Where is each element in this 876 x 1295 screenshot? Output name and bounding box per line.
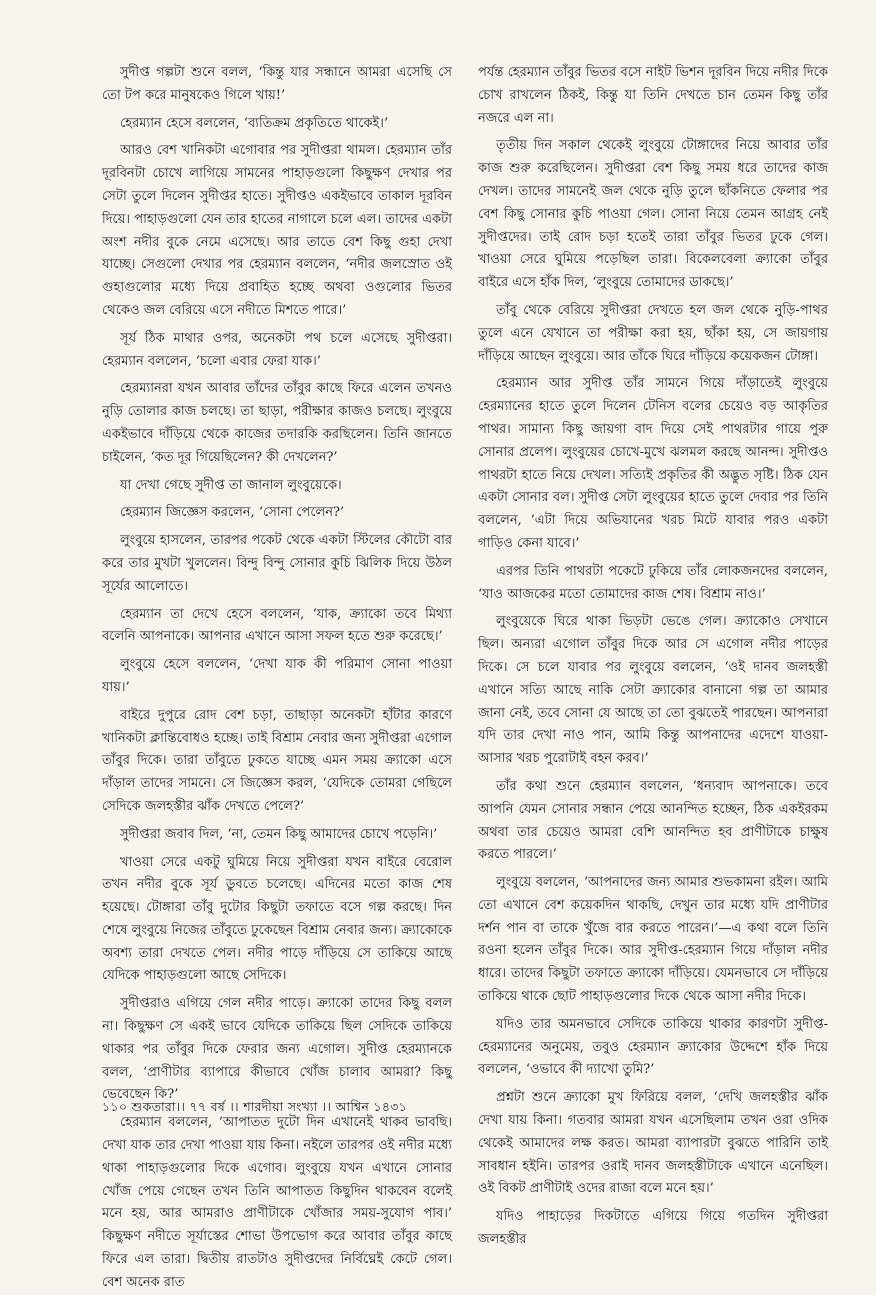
paragraph: আরও বেশ খানিকটা এগোবার পর সুদীপ্তরা থামল। হেরম্যান তাঁর দূরবিনটা চোখে লাগিয়ে সামনের পাহাড়গুলো কিছুক্ষণ দেখার পর সেটা তুলে দিলেন সুদীপ্তর হাতে। সুদীপ্তও একইভাবে তাকাল দূরবিন দিয়ে। পাহাড়গুলো যেন তার হাতের নাগালে চলে এল। তাদের একটা অংশ নদীর বুকে নেমে এসেছে। আর তাতে বেশ কিছু গুহা দেখা যাচ্ছে। সেগুলো দেখার পর হেরম্যান বললেন, ‘নদীর জলস্রোত ওই গুহাগুলোর মধ্যে দিয়ে প্রবাহিত হচ্ছে অথবা ওগুলোর ভিতর থেকেও জল বেরিয়ে এসে নদীতে মিশতে পারে।’: [102, 143, 452, 318]
paragraph: যদিও পাহাড়ের দিকটাতে এগিয়ে গিয়ে গতদিন সুদীপ্তরা জলহস্তীর: [478, 1209, 828, 1248]
paragraph: তাঁর কথা শুনে হেরম্যান বললেন, ‘ধন্যবাদ আপনাকে। তবে আপনি যেমন সোনার সন্ধান পেয়ে আনন্দিত হচ্ছেন, ঠিক একইরকম অথবা তার চেয়েও আমরা বেশি আনন্দিত হব প্রাণীটাকে চাক্ষুষ করতে পারলে।’: [478, 778, 828, 863]
paragraph: তাঁবু থেকে বেরিয়ে সুদীপ্তরা দেখতে হল জল থেকে নুড়ি-পাথর তুলে এনে যেখানে তা পরীক্ষা করা হয়, ছাঁকা হয়, সে জায়গায় দাঁড়িয়ে আছেন লুংবুয়ে। আর তাঁকে ঘিরে দাঁড়িয়ে কয়েকজন টোঙ্গা।: [478, 302, 828, 364]
paragraph: সুদীপ্তরা জবাব দিল, ‘না, তেমন কিছু আমাদের চোখে পড়েনি।’: [120, 826, 438, 842]
paragraph: হেরম্যান তা দেখে হেসে বললেন, ‘যাক, ক্র্যাকো তবে মিথ্যা বলেনি আপনাকে। আপনার এখানে আসা সফল হতে শুরু করেছে।’: [102, 606, 452, 645]
page-footer: ১১০ শুকতারা।। ৭৭ বর্ষ ।। শারদীয়া সংখ্যা ।। আশ্বিন ১৪৩১: [102, 1099, 408, 1114]
right-column: [478, 62, 828, 1248]
paragraph: সুদীপ্তরাও এগিয়ে গেল নদীর পাড়ে। ক্র্যাকো তাদের কিছু বলল না। কিছুক্ষণ সে একই ভাবে যেদিকে তাকিয়ে ছিল সেদিকে তাকিয়ে থাকার পর তাঁবুর দিকে ফেরার জন্য এগোল। সুদীপ্ত হেরম্যানকে বলল, ‘প্রাণীটার ব্যাপারে কীভাবে খোঁজ চালাব আমরা? কিছু ভেবেছেন কি?’: [102, 996, 452, 1103]
paragraph: পর্যন্ত হেরম্যান তাঁবুর ভিতর বসে নাইট ভিশন দূরবিন দিয়ে নদীর দিকে চোখ রাখলেন ঠিকই, কিন্তু যা তিনি দেখতে চান তেমন কিছু তাঁর নজরে এল না।: [478, 65, 828, 126]
paragraph: হেরম্যান আর সুদীপ্ত তাঁর সামনে গিয়ে দাঁড়াতেই লুংবুয়ে হেরম্যানের হাতে তুলে দিলেন টেনিস বলের চেয়েও বড় আকৃতির পাথর। সামান্য কিছু জায়গা বাদ দিয়ে সেই পাথরটার গায়ে পুরু সোনার প্রলেপ। লুংবুয়ের চোখে-মুখে ঝলমল করছে আনন্দ। সুদীপ্তও পাথরটা হাতে নিয়ে দেখল। সত্যিই প্রকৃতির কী অদ্ভুত সৃষ্টি। ঠিক যেন একটা সোনার বল। সুদীপ্ত সেটা লুংবুয়ের হাতে তুলে দেবার পর তিনি বললেন, ‘এটা দিয়ে অভিযানের খরচ মিটে যাবার পরও একটা গাড়িও কেনা যাবে।’: [478, 376, 828, 551]
paragraph: লুংবুয়ে বললেন, ‘আপনাদের জন্য আমার শুভকামনা রইল। আমি তো এখানে বেশ কয়েকদিন থাকছি, দেখুন তার মধ্যে যদি প্রাণীটার দর্শন পান বা তাকে খুঁজে বার করতে পারেন।’—এ কথা বলে তিনি রওনা হলেন তাঁবুর দিকে। আর সুদীপ্ত-হেরম্যান গিয়ে দাঁড়াল নদীর ধারে। তাদের কিছুটা তফাতে ক্র্যাকো দাঁড়িয়ে। যেমনভাবে সে দাঁড়িয়ে তাকিয়ে থাকে ছোট পাহাড়গুলোর দিকে থেকে আসা নদীর দিকে।: [478, 875, 828, 1005]
paragraph: সূর্য ঠিক মাথার ওপর, অনেকটা পথ চলে এসেছে সুদীপ্তরা। হেরম্যান বললেন, ‘চলো এবার ফেরা যাক।’: [102, 330, 452, 369]
paragraph: খাওয়া সেরে একটু ঘুমিয়ে নিয়ে সুদীপ্তরা যখন বাইরে বেরোল তখন নদীর বুকে সূর্য ডুবতে চলেছে। এদিনের মতো কাজ শেষ হয়েছে। টোঙ্গারা তাঁবু দুটোর কিছুটা তফাতে বসে গল্প করছে। দিন শেষে লুংবুয়ে নিজের তাঁবুতে ঢুকেছেন বিশ্রাম নেবার জন্য। ক্র্যাকোকে অবশ্য তারা দেখতে পেল। নদীর পাড়ে দাঁড়িয়ে সে তাকিয়ে আছে যেদিকে পাহাড়গুলো আছে সেদিকে।: [102, 854, 452, 984]
paragraph: যদিও তার অমনভাবে সেদিকে তাকিয়ে থাকার কারণটা সুদীপ্ত-হেরম্যানের অনুমেয়, তবুও হেরম্যান ক্র্যাকোর উদ্দেশে হাঁক দিয়ে বললেন, ‘ওভাবে কী দ্যাখো তুমি?’: [478, 1016, 828, 1078]
paragraph: এরপর তিনি পাথরটা পকেটে ঢুকিয়ে তাঁর লোকজনদের বললেন, ‘যাও আজকের মতো তোমাদের কাজ শেষ। বিশ্রাম নাও।’: [478, 563, 828, 602]
paragraph: হেরম্যানরা যখন আবার তাঁদের তাঁবুর কাছে ফিরে এলেন তখনও নুড়ি তোলার কাজ চলছে। তা ছাড়া, পরীক্ষার কাজও চলছে। লুংবুয়ে একইভাবে দাঁড়িয়ে থেকে কাজের তদারকি করছিলেন। তিনি জানতে চাইলেন, ‘কত দূর গিয়েছিলেন? কী দেখলেন?’: [102, 381, 452, 465]
paragraph: প্রশ্নটা শুনে ক্র্যাকো মুখ ফিরিয়ে বলল, ‘দেখি জলহস্তীর ঝাঁক দেখা যায় কিনা। গতবার আমরা যখন এসেছিলাম তখন ওরা ওদিক থেকেই আমাদের লক্ষ করত। আমরা ব্যাপারটা বুঝতে পারিনি তাই সাবধান হইনি। তারপর ওরাই দানব জলহস্তীটাকে এখানে এনেছিল। ওই বিকট প্রাণীটাই ওদের রাজা বলে মনে হয়।’: [478, 1090, 828, 1197]
paragraph: হেরম্যান জিজ্ঞেস করলেন, ‘সোনা পেলেন?’: [120, 505, 345, 521]
paragraph: লুংবুয়েকে ঘিরে থাকা ভিড়টা ভেঙে গেল। ক্র্যাকোও সেখানে ছিল। অন্যরা এগোল তাঁবুর দিকে আর সে এগোল নদীর পাড়ের দিকে। সে চলে যাবার পর লুংবুয়ে বললেন, ‘ওই দানব জলহস্তী এখানে সত্যি আছে নাকি সেটা ক্র্যাকোর বানানো গল্প তা আমার জানা নেই, তবে সোনা যে আছে তা তো বুঝতেই পারছেন। আপনারা যদি তার দেখা নাও পান, আমি কিন্তু আপনাদের এদেশে যাওয়া-আসার খরচ পুরোটাই বহন করব।’: [478, 614, 828, 767]
paragraph: হেরম্যান হেসে বললেন, ‘ব্যতিক্রম প্রকৃতিতে থাকেই।’: [120, 115, 389, 131]
paragraph: তৃতীয় দিন সকাল থেকেই লুংবুয়ে টোঙ্গাদের নিয়ে আবার তাঁর কাজ শুরু করেছিলেন। সুদীপ্তরা বেশ কিছু সময় ধরে তাদের কাজ দেখল। তাদের সামনেই জল থেকে নুড়ি তুলে ছাঁকনিতে ফেলার পর বেশ কিছু সোনার কুচি পাওয়া গেল। সোনা নিয়ে তেমন আগ্রহ নেই সুদীপ্তদের। তাই রোদ চড়া হতেই তারা তাঁবুর ভিতর ঢুকে গেল। খাওয়া সেরে ঘুমিয়ে পড়েছিল তারা। বিকেলবেলা ক্র্যাকো তাঁবুর বাইরে এসে হাঁক দিল, ‘লুংবুয়ে তোমাদের ডাকছে।’: [478, 138, 828, 291]
paragraph: যা দেখা গেছে সুদীপ্ত তা জানাল লুংবুয়েকে।: [120, 477, 342, 493]
paragraph: বাইরে দুপুরে রোদ বেশ চড়া, তাছাড়া অনেকটা হাঁটার কারণে খানিকটা ক্লান্তিবোধও হচ্ছে। তাই বিশ্রাম নেবার জন্য সুদীপ্তরা এগোল তাঁবুর দিকে। তারা তাঁবুতে ঢুকতে যাচ্ছে এমন সময় ক্র্যাকো এসে দাঁড়াল তাদের সামনে। সে জিজ্ঞেস করল, ‘যেদিকে তোমরা গেছিলে সেদিকে জলহস্তীর ঝাঁক দেখতে পেলে?’: [102, 707, 452, 814]
paragraph: সুদীপ্ত গল্পটা শুনে বলল, ‘কিন্তু যার সন্ধানে আমরা এসেছি সে তো টপ করে মানুষকেও গিলে খায়!’: [102, 65, 452, 103]
paragraph: লুংবুয়ে হেসে বললেন, ‘দেখা যাক কী পরিমাণ সোনা পাওয়া যায়।’: [102, 657, 452, 695]
paragraph: হেরম্যান বললেন, ‘আপাতত দুটো দিন এখানেই থাকব ভাবছি। দেখা যাক তার দেখা পাওয়া যায় কিনা। নইলে তারপর ওই নদীর মধ্যে থাকা পাহাড়গুলোর দিকে এগোব। লুংবুয়ে যখন এখানে সোনার খোঁজ পেয়ে গেছেন তখন তিনি আপাতত কিছুদিন থাকবেন বলেই মনে হয়, আর আমরাও প্রাণীটাকে খোঁজার সময়-সুযোগ পাব।’ কিছুক্ষণ নদীতে সূর্যাস্তের শোভা উপভোগ করে আবার তাঁবুর কাছে ফিরে এল তারা। দ্বিতীয় রাতটাও সুদীপ্তদের নির্বিঘ্নেই কেটে গেল। বেশ অনেক রাত: [102, 1115, 452, 1290]
paragraph: লুংবুয়ে হাসলেন, তারপর পকেট থেকে একটা স্টিলের কৌটো বার করে তার মুখটা খুললেন। বিন্দু বিন্দু সোনার কুচি ঝিলিক দিয়ে উঠল সূর্যের আলোতে।: [102, 533, 452, 594]
